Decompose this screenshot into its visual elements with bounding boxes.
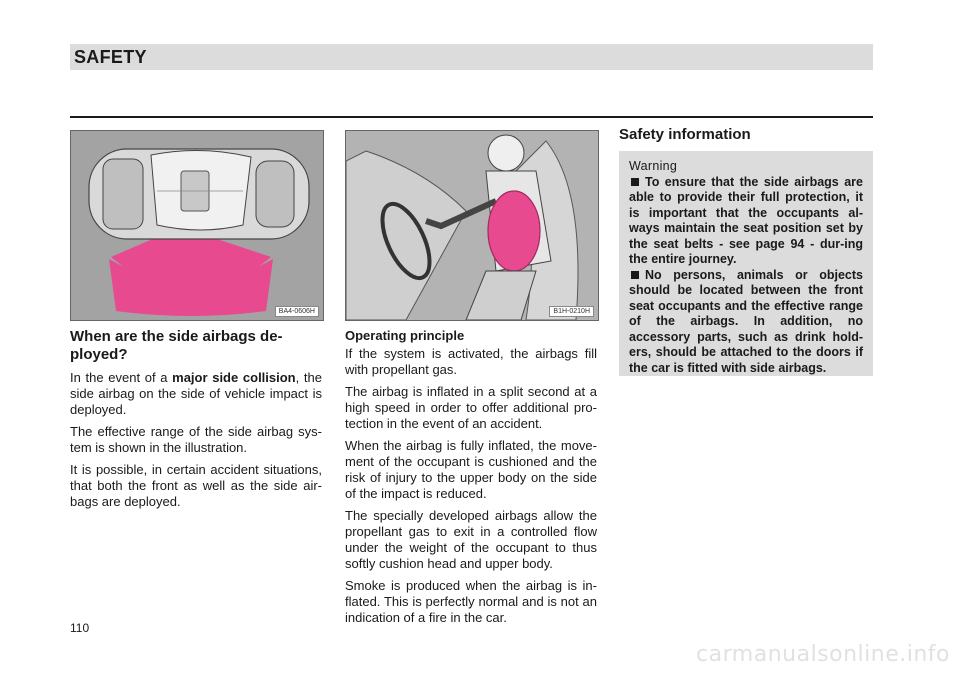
figure-code-left: BA4-0606H <box>275 306 319 317</box>
warning-bullet-2-text: No persons, animals or objects should be located between the front seat occupants and the effective range of the airbags. In addition, no accessory parts, such as drink hold-ers, should be attached to the doors if the car is fitted with side airbags. <box>629 267 863 375</box>
section-header-bar <box>70 44 873 70</box>
warning-box <box>619 151 873 376</box>
square-bullet-icon <box>631 271 639 279</box>
warning-bullet-1 <box>629 175 863 268</box>
inflated-airbag <box>488 191 540 271</box>
side-airbag-illustration <box>346 131 598 320</box>
left-paragraph-1 <box>70 370 322 418</box>
p1-prefix: In the event of a <box>70 370 173 385</box>
right-heading: Safety information <box>619 126 751 143</box>
car-topview-figure <box>70 130 324 321</box>
section-title: SAFETY <box>74 47 147 67</box>
middle-paragraph-4: The specially developed airbags allow the propellant gas to exit in a controlled flow under the weight of the occupant to thus softly cushion head and upper body. <box>345 508 597 571</box>
left-paragraph-2: The effective range of the side airbag sys-tem is shown in the illustration. <box>70 424 322 455</box>
watermark: carmanualsonline.info <box>696 642 950 667</box>
middle-column <box>345 328 597 632</box>
page-number: 110 <box>70 621 90 635</box>
figure-code-middle: B1H-0210H <box>549 306 594 317</box>
header-rule <box>70 116 873 118</box>
warning-bullet-2 <box>629 268 863 377</box>
square-bullet-icon <box>631 178 639 186</box>
side-airbag-inflated-figure <box>345 130 599 321</box>
p1-suffix: , the side airbag on the side of vehicle impact is deployed. <box>70 370 322 417</box>
middle-paragraph-5: Smoke is produced when the airbag is in-flated. This is perfectly normal and is not an indication of a fire in the car. <box>345 578 597 625</box>
p1-bold: major side collision <box>172 370 296 385</box>
left-heading: When are the side airbags de-ployed? <box>70 328 283 363</box>
car-topview-illustration <box>71 131 323 320</box>
warning-bullet-1-text: To ensure that the side airbags are able to provide their full protection, it is important that the occupants al-ways maintain the seat position set by the seat belts - see page 94 - dur-ing the entire journey. <box>629 174 863 266</box>
middle-paragraph-3: When the airbag is fully inflated, the move-ment of the occupant is cushioned and the risk of injury to the upper body on the side of the impact is reduced. <box>345 438 597 501</box>
middle-paragraph-2: The airbag is inflated in a split second at a high speed in order to offer additional pro-tection in the event of an accident. <box>345 384 597 431</box>
warning-title: Warning <box>629 159 678 173</box>
left-paragraph-3: It is possible, in certain accident situations, that both the front as well as the side air-bags are deployed. <box>70 462 322 509</box>
left-column <box>70 328 322 516</box>
middle-heading: Operating principle <box>345 328 465 343</box>
middle-paragraph-1: If the system is activated, the airbags fill with propellant gas. <box>345 346 597 377</box>
right-column-heading-wrap <box>619 126 873 150</box>
